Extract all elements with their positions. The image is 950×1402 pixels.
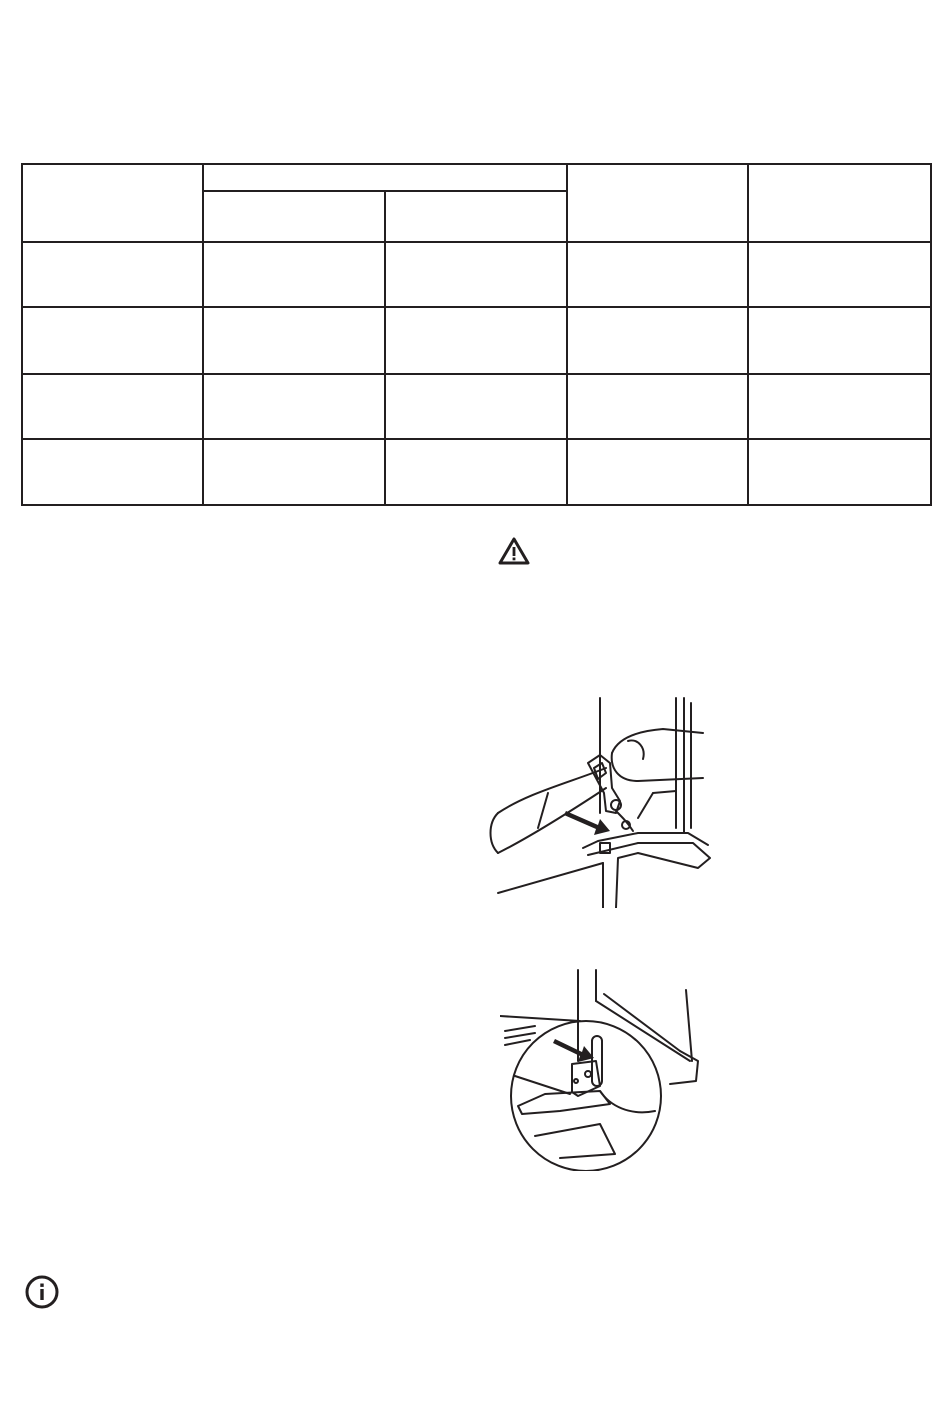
- table-cell: [748, 242, 931, 307]
- table-cell: [385, 242, 567, 307]
- table-cell: [567, 439, 748, 505]
- info-circle-icon: [24, 1274, 60, 1310]
- table-cell: [385, 307, 567, 373]
- table-row: [22, 242, 931, 307]
- header-cell: [22, 164, 203, 242]
- table-cell: [22, 242, 203, 307]
- table-row: [22, 439, 931, 505]
- table-cell: [203, 439, 385, 505]
- header-cell: [567, 164, 748, 242]
- table-header-row: [22, 164, 931, 191]
- table-cell: [748, 307, 931, 373]
- warning-triangle-icon: [497, 536, 531, 566]
- table-cell: [385, 439, 567, 505]
- table-cell: [567, 307, 748, 373]
- subheader-cell: [203, 191, 385, 242]
- table-cell: [567, 242, 748, 307]
- table-cell: [203, 374, 385, 439]
- table-row: [22, 307, 931, 373]
- door-hinge-lever-illustration: [488, 693, 712, 908]
- table-row: [22, 374, 931, 439]
- header-cell: [748, 164, 931, 242]
- header-group-cell: [203, 164, 567, 191]
- table-cell: [22, 439, 203, 505]
- door-hinge-detail-illustration: [500, 966, 702, 1171]
- table-cell: [22, 307, 203, 373]
- subheader-cell: [385, 191, 567, 242]
- table-cell: [203, 307, 385, 373]
- table-cell: [748, 439, 931, 505]
- spec-table: [21, 163, 932, 506]
- table-cell: [567, 374, 748, 439]
- table-cell: [22, 374, 203, 439]
- table-cell: [203, 242, 385, 307]
- table-cell: [385, 374, 567, 439]
- table-cell: [748, 374, 931, 439]
